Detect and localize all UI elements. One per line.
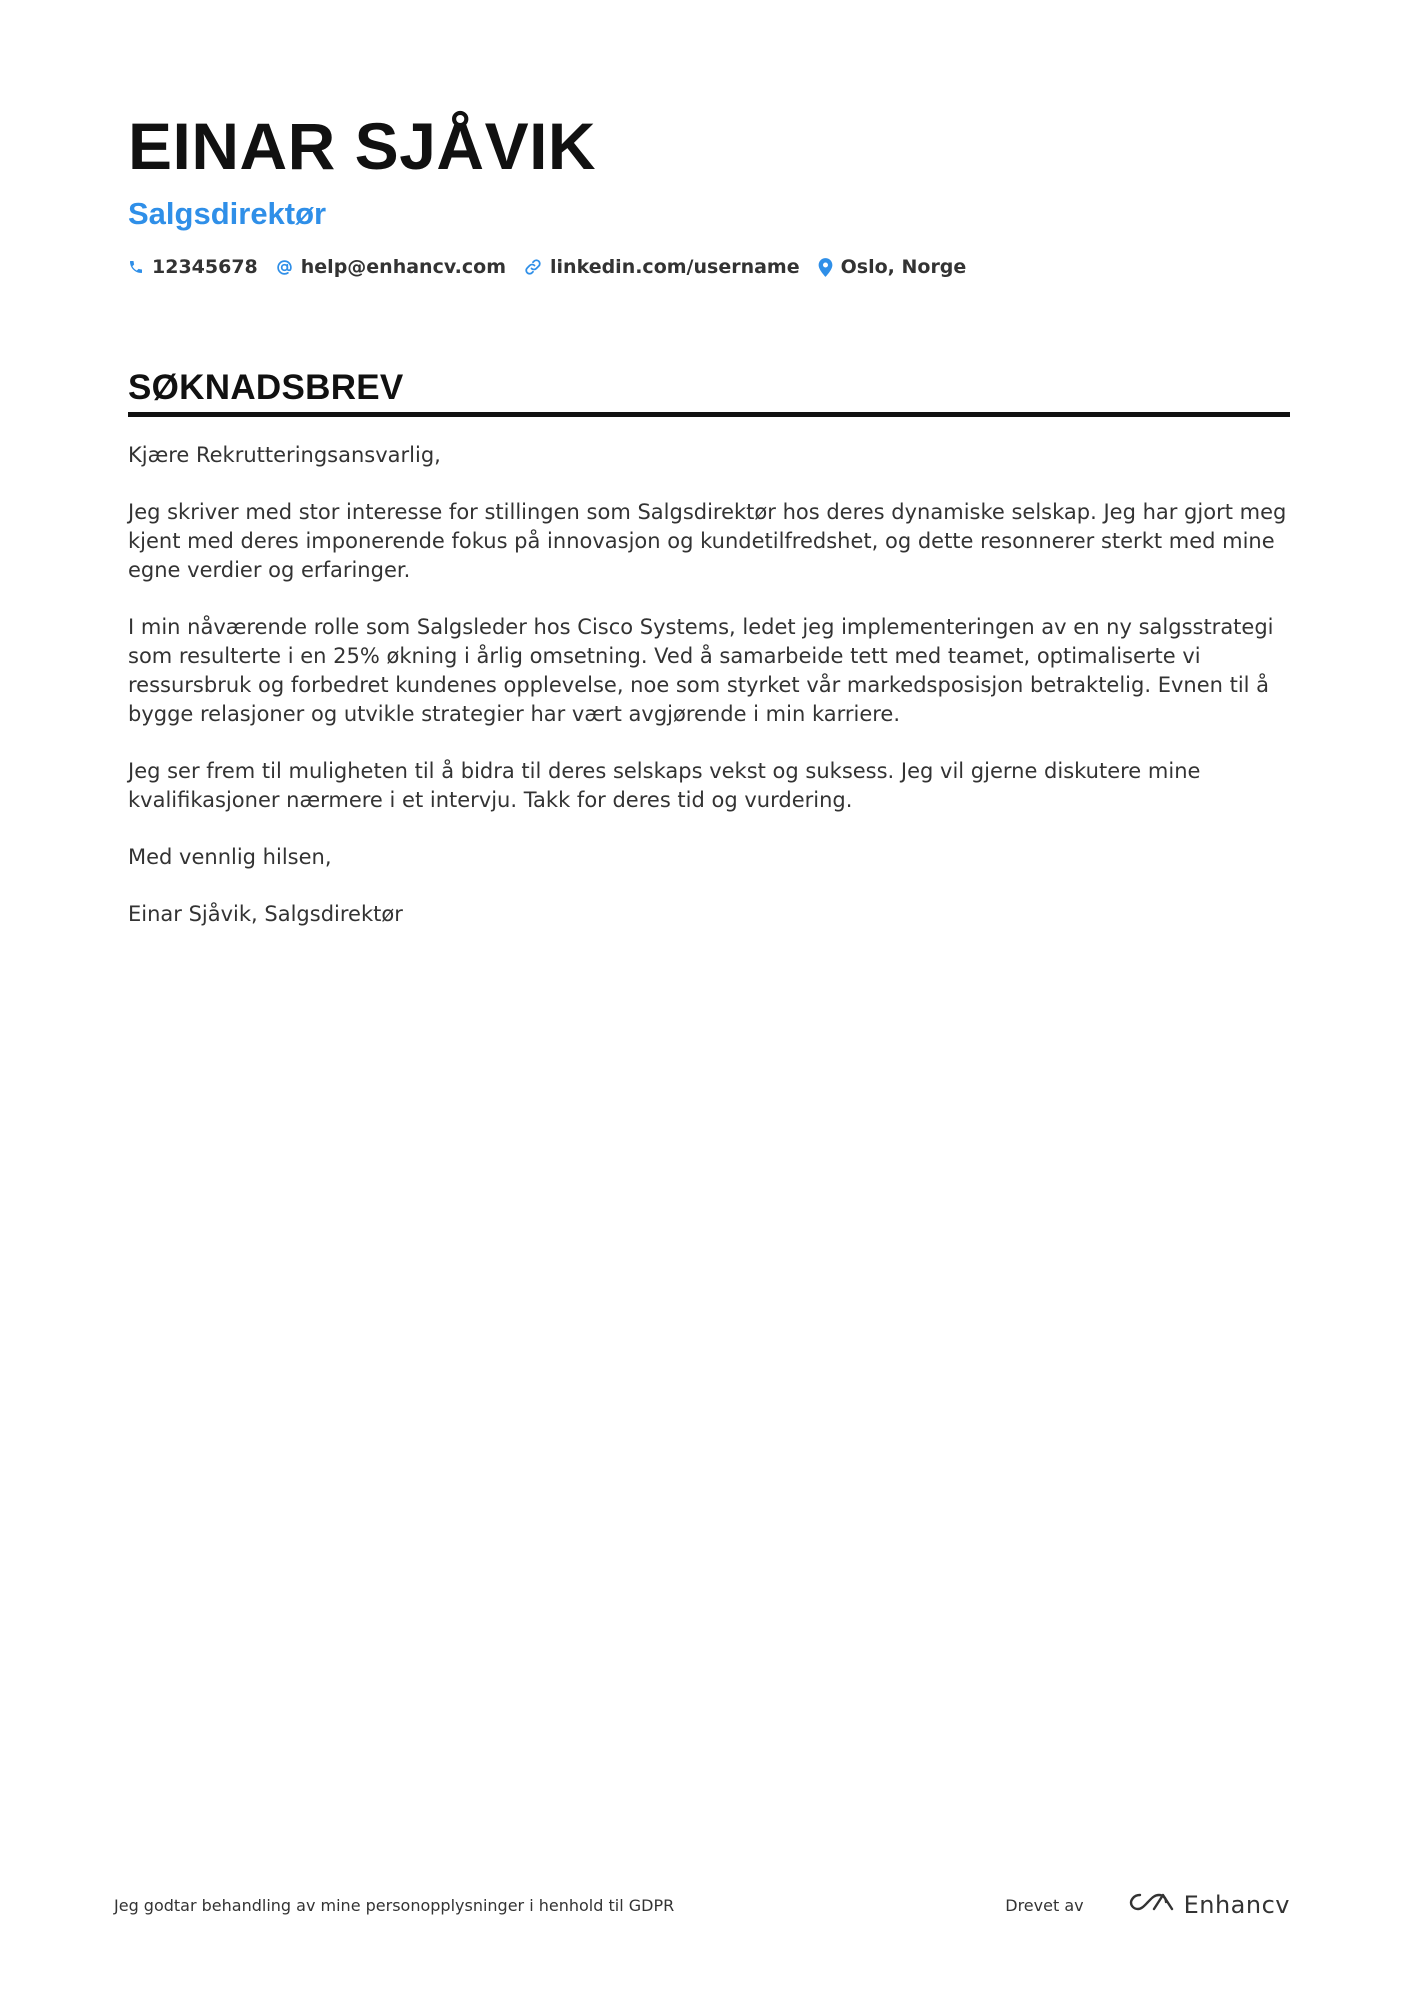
contact-location	[818, 256, 967, 278]
contact-bar	[128, 256, 1288, 278]
gdpr-consent-text: Jeg godtar behandling av mine personopplysninger i henhold til GDPR	[114, 1896, 675, 1915]
applicant-name: EINAR SJÅVIK	[128, 109, 597, 183]
section-divider	[128, 412, 1290, 417]
linkedin-link[interactable]: linkedin.com/username	[550, 256, 800, 278]
location-text: Oslo, Norge	[840, 256, 967, 278]
at-icon	[276, 259, 293, 276]
letter-paragraph-3: Jeg ser frem til muligheten til å bidra til deres selskaps vekst og suksess. Jeg vil gjerne diskutere mine kvalifikasjoner nærmere i et intervju. Takk for deres tid og vurdering.	[128, 759, 1201, 812]
enhancv-wordmark: Enhancv	[1183, 1891, 1290, 1919]
header	[128, 108, 1288, 278]
letter-paragraph-1: Jeg skriver med stor interesse for stillingen som Salgsdirektør hos deres dynamiske selskap. Jeg har gjort meg kjent med deres imponerende fokus på innovasjon og kundetilfredshet, og dette resonnerer sterkt med mine egne verdier og erfaringer.	[128, 500, 1287, 582]
section-title: SØKNADSBREV	[128, 368, 404, 407]
link-icon	[524, 258, 542, 276]
contact-linkedin[interactable]	[524, 256, 800, 278]
letter-body	[128, 441, 1290, 929]
letter-signature: Einar Sjåvik, Salgsdirektør	[128, 902, 403, 926]
email-link[interactable]: help@enhancv.com	[300, 256, 507, 278]
cover-letter-section	[128, 366, 1290, 957]
contact-email[interactable]	[276, 256, 506, 278]
location-pin-icon	[818, 258, 833, 277]
contact-phone	[128, 256, 258, 278]
footer	[114, 1888, 1290, 1928]
phone-icon	[128, 258, 144, 276]
applicant-role: Salgsdirektør	[128, 196, 327, 231]
letter-closing: Med vennlig hilsen,	[128, 845, 332, 869]
powered-by-label: Drevet av	[1005, 1895, 1084, 1915]
letter-greeting: Kjære Rekrutteringsansvarlig,	[128, 443, 441, 467]
phone-number: 12345678	[152, 256, 258, 278]
enhancv-brand[interactable]	[1128, 1890, 1290, 1920]
powered-by	[1005, 1888, 1290, 1922]
enhancv-logo-icon	[1128, 1890, 1174, 1920]
letter-paragraph-2: I min nåværende rolle som Salgsleder hos Cisco Systems, ledet jeg implementeringen av en ny salgsstrategi som resulterte i en 25% økning i årlig omsetning. Ved å samarbeide tett med teamet, optimaliserte vi ressursbruk og forbedret kundenes opplevelse, noe som styrket vår markedsposisjon betraktelig. Evnen til å bygge relasjoner og utvikle strategier har vært avgjørende i min karriere.	[128, 615, 1274, 726]
